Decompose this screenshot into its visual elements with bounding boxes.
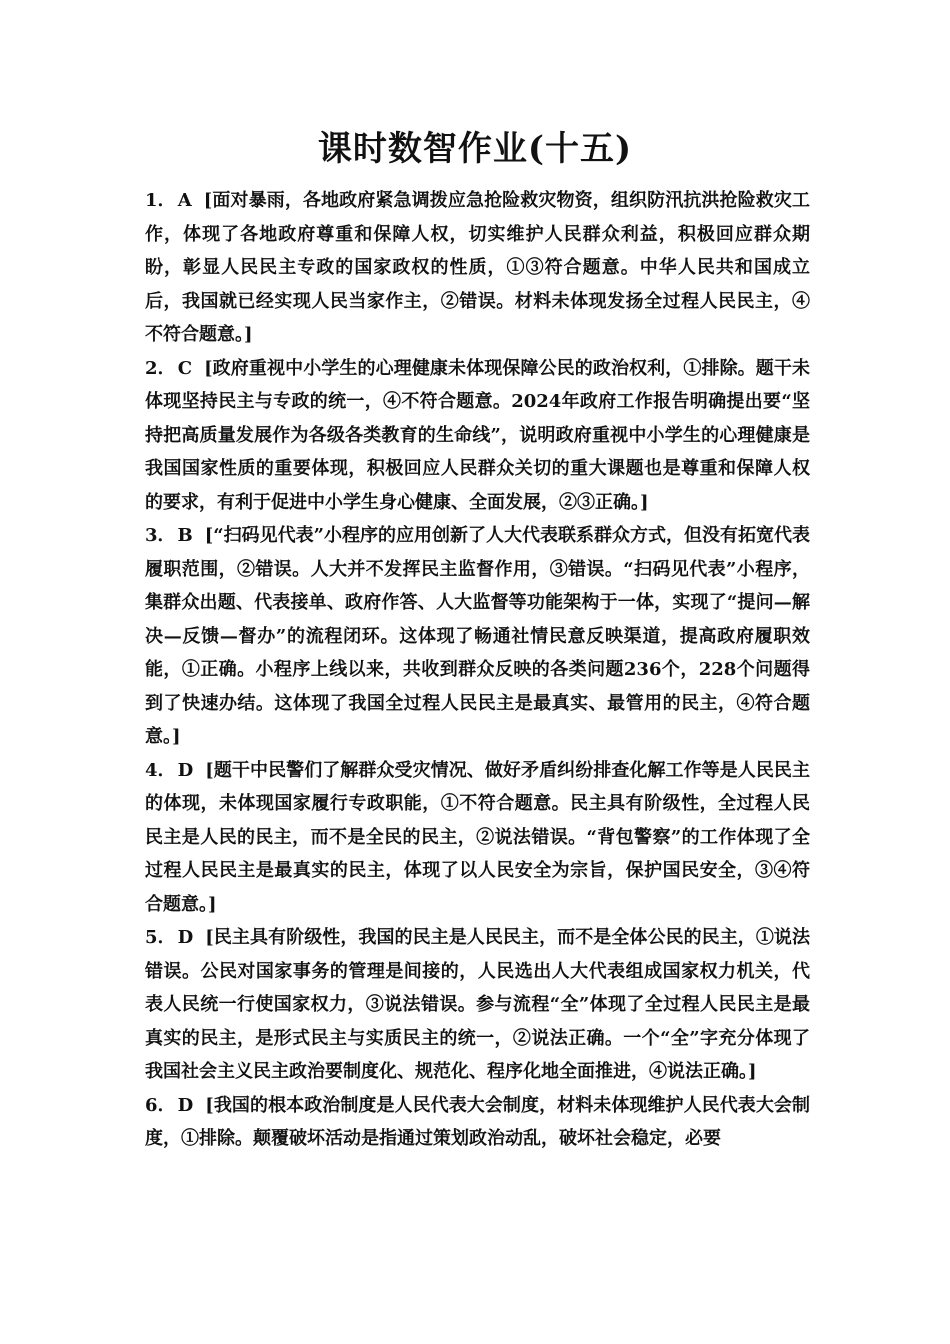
answer-number: 6． [145,1094,176,1116]
answer-item-6 [145,1089,810,1156]
answer-item-3 [145,519,810,754]
answer-item-2 [145,352,810,520]
answer-item-4 [145,754,810,922]
answer-explanation: [题干中民警们了解群众受灾情况、做好矛盾纠纷排查化解工作等是人民民主的体现，未体现国家履行专政职能，①不符合题意。民主具有阶级性，全过程人民民主是人民的民主，而不是全民的民主，②说法错误。“背包警察”的工作体现了全过程人民民主是最真实的民主，体现了以人民安全为宗旨，保护国民安全，③④符合题意。] [145,759,811,915]
page-title: 课时数智作业(十五) [317,129,633,169]
answer-number: 5． [145,927,176,948]
answer-number: 1． [145,190,176,211]
answer-explanation: [政府重视中小学生的心理健康未体现保障公民的政治权利，①排除。题干未体现坚持民主与专政的统一，④不符合题意。2024年政府工作报告明确提出要“坚持把高质量发展作为各级各类教育的生命线”，说明政府重视中小学生的心理健康是我国国家性质的重要体现，积极回应人民群众关切的重大课题也是尊重和保障人权的要求，有利于促进中小学生身心健康、全面发展，②③正确。] [145,357,810,513]
answer-explanation: [面对暴雨，各地政府紧急调拨应急抢险救灾物资，组织防汛抗洪抢险救灾工作，体现了各地政府尊重和保障人权，切实维护人民群众利益，积极回应群众期盼，彰显人民民主专政的国家政权的性质，①③符合题意。中华人民共和国成立后，我国就已经实现人民当家作主，②错误。材料未体现发扬全过程人民民主，④不符合题意。] [145,190,811,345]
answer-letter: B [177,525,193,546]
answer-item-1 [145,184,810,352]
answer-letter: D [177,927,194,948]
answer-number: 4． [145,759,176,781]
answer-letter: D [177,1094,194,1116]
answer-letter: A [177,190,192,211]
answer-list [145,184,810,1156]
answer-explanation: [“扫码见代表”小程序的应用创新了人大代表联系群众方式，但没有拓宽代表履职范围，②错误。人大并不发挥民主监督作用，③错误。“扫码见代表”小程序，集群众出题、代表接单、政府作答、人大监督等功能架构于一体，实现了“提问—解决—反馈—督办”的流程闭环。这体现了畅通社情民意反映渠道，提高政府履职效能，①正确。小程序上线以来，共收到群众反映的各类问题236个，228个问题得到了快速办结。这体现了我国全过程人民民主是最真实、最管用的民主，④符合题意。] [145,525,810,747]
answer-letter: D [177,759,194,781]
answer-explanation: [民主具有阶级性，我国的民主是人民民主，而不是全体公民的民主，①说法错误。公民对国家事务的管理是间接的，人民选出人大代表组成国家权力机关，代表人民统一行使国家权力，③说法错误。参与流程“全”体现了全过程人民民主是最真实的民主，是形式民主与实质民主的统一，②说法正确。一个“全”字充分体现了我国社会主义民主政治要制度化、规范化、程序化地全面推进，④说法正确。] [145,927,811,1082]
answer-number: 2． [145,357,176,379]
answer-item-5 [145,921,810,1089]
answer-number: 3． [145,525,176,546]
answer-explanation: [我国的根本政治制度是人民代表大会制度，材料未体现维护人民代表大会制度，①排除。颠覆破坏活动是指通过策划政治动乱，破坏社会稳定，必要 [145,1094,811,1149]
answer-letter: C [177,357,193,379]
